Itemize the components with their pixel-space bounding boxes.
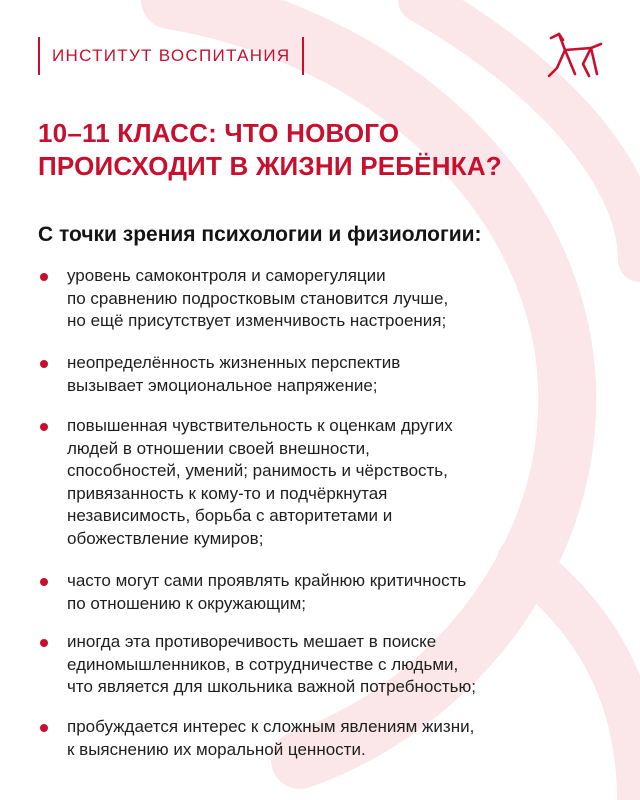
list-item-line: уровень самоконтроля и саморегуляции bbox=[67, 266, 386, 285]
list-item-line: единомышленников, в сотрудничестве с людьми, bbox=[67, 654, 459, 674]
bullet-dot-icon bbox=[40, 360, 48, 368]
title-line: ПРОИСХОДИТ В ЖИЗНИ РЕБЁНКА? bbox=[38, 151, 502, 181]
list-item bbox=[38, 716, 474, 761]
page-title bbox=[38, 117, 598, 183]
list-item-line: обожествление кумиров; bbox=[67, 528, 264, 548]
section-subtitle: С точки зрения психологии и физиологии: bbox=[38, 223, 482, 246]
title-line: 10–11 КЛАСС: ЧТО НОВОГО bbox=[38, 118, 400, 148]
list-item-line: но ещё присутствует изменчивость настроения; bbox=[67, 311, 447, 330]
list-item bbox=[38, 631, 476, 699]
list-item-line: часто могут сами проявлять крайнюю критичность bbox=[67, 571, 467, 590]
list-item-line: независимость, борьба с авторитетами и bbox=[67, 506, 393, 525]
list-item-line: по сравнению подростковым становится лучше, bbox=[67, 288, 449, 308]
bullet-dot-icon bbox=[40, 724, 48, 732]
list-item-line: иногда эта противоречивость мешает в поиске bbox=[67, 632, 437, 651]
bullet-dot-icon bbox=[40, 273, 48, 281]
list-item-line: пробуждается интерес к сложным явлениям жизни, bbox=[67, 717, 475, 736]
list-item bbox=[38, 352, 400, 397]
list-item bbox=[38, 415, 453, 550]
brand-right-bar bbox=[302, 37, 304, 75]
horse-icon bbox=[545, 30, 603, 80]
list-item bbox=[38, 570, 466, 615]
list-item-line: вызывает эмоциональное напряжение; bbox=[67, 375, 378, 395]
list-item-line: что является для школьника важной потребностью; bbox=[67, 677, 476, 696]
list-item-line: по отношению к окружающим; bbox=[67, 593, 307, 613]
list-item-line: к выяснению их моральной ценности. bbox=[67, 739, 366, 759]
list-item-line: повышенная чувствительность к оценкам других bbox=[67, 416, 453, 435]
brand-header bbox=[38, 37, 304, 75]
brand-name: ИНСТИТУТ ВОСПИТАНИЯ bbox=[52, 46, 291, 65]
list-item-line: неопределённость жизненных перспектив bbox=[67, 353, 401, 372]
list-item-line: привязанность к кому-то и подчёркнутая bbox=[67, 483, 388, 503]
bullet-dot-icon bbox=[40, 578, 48, 586]
bullet-dot-icon bbox=[40, 639, 48, 647]
list-item-line: людей в отношении своей внешности, bbox=[67, 438, 370, 458]
list-item-line: способностей, умений; ранимость и чёрствость, bbox=[67, 461, 448, 480]
bullet-dot-icon bbox=[40, 423, 48, 431]
list-item bbox=[38, 265, 448, 333]
